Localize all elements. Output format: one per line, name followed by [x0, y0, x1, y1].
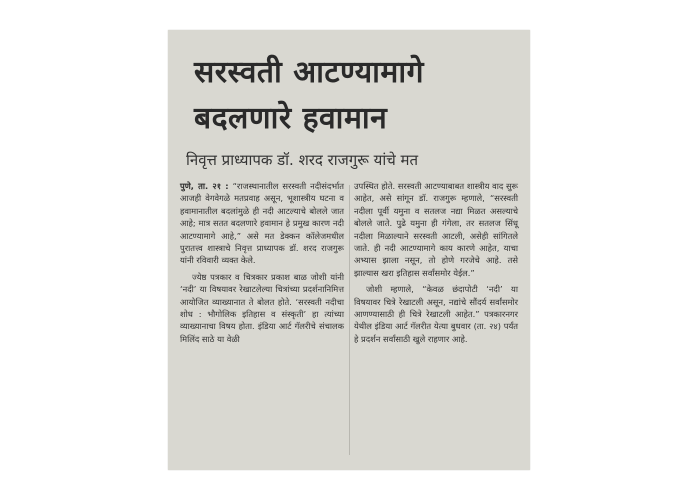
headline-line-1: सरस्वती आटण्यामागे	[194, 55, 425, 90]
article-column-right	[354, 180, 518, 349]
column-divider	[349, 185, 350, 455]
paragraph-2: ज्येष्ठ पत्रकार व चित्रकार प्रकाश बाळ जोशी यांनी ‘नदी’ या विषयावर रेखाटलेल्या चित्रांच्या प्रदर्शनानिमित्त आयोजित व्याख्यानात ते बोलत होते. ‘सरस्वती नदीचा शोध : भौगोलिक इतिहास व संस्कृती’ हा त्यांच्या व्याख्यानाचा विषय होता. इंडिया आर्ट गॅलरीचे संचालक मिलिंद साठे या वेळी	[180, 271, 344, 344]
paragraph-4: जोशी म्हणाले, “केवळ छंदापोटी ‘नदी’ या विषयावर चित्रे रेखाटली असून, नद्यांचे सौंदर्य सर्वांसमोर आणण्यासाठी ही चित्रे रेखाटली आहेत.” पत्रकारनगर येथील इंडिया आर्ट गॅलरीत येत्या बुधवार (ता. २४) पर्यंत हे प्रदर्शन सर्वांसाठी खुले राहणार आहे.	[354, 284, 518, 344]
headline	[194, 50, 424, 142]
dateline: पुणे, ता. २१ :	[180, 181, 229, 191]
newspaper-clipping	[168, 30, 530, 470]
subheadline: निवृत्त प्राध्यापक डॉ. शरद राजगुरू यांचे मत	[186, 151, 419, 169]
paragraph-1-text: “राजस्थानातील सरस्वती नदीसंदर्भात आजही वेगवेगळे मतप्रवाह असून, भूशास्त्रीय घटना व हवामानातील बदलांमुळे ही नदी आटल्याचे बोलले जात आहे; मात्र सतत बदलणारे हवामान हे प्रमुख कारण नदी आटण्यामागे आहे,” असे मत डेक्कन कॉलेजमधील पुरातत्त्व शास्त्राचे निवृत्त प्राध्यापक डॉ. शरद राजगुरू यांनी रविवारी व्यक्त केले.	[180, 181, 345, 266]
paragraph-1	[180, 180, 344, 267]
paragraph-3: उपस्थित होते. सरस्वती आटण्याबाबत शास्त्रीय वाद सुरू आहेत, असे सांगून डॉ. राजगुरू म्हणाले, “सरस्वती नदीला पूर्वी यमुना व सतलज नद्या मिळत असल्याचे बोलले जाते. पुढे यमुना ही गंगेला, तर सतलज सिंधू नदीला मिळाल्याने सरस्वती आटली, असेही सांगितले जाते. ही नदी आटण्यामागे काय कारणे आहेत, याचा अभ्यास झाला नसून, तो होणे गरजेचे आहे. तसे झाल्यास खरा इतिहास सर्वांसमोर येईल.”	[354, 181, 518, 278]
article-column-left	[180, 180, 344, 349]
headline-line-2: बदलणारे हवामान	[194, 101, 388, 136]
